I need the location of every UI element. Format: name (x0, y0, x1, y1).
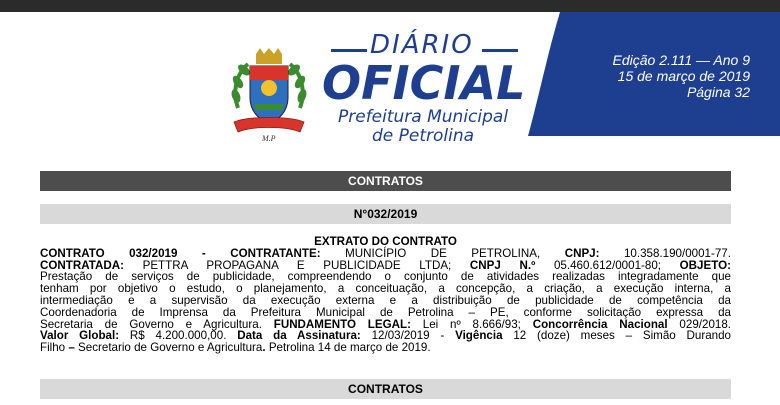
extract-line: Secretaria de Governo e Agricultura. FUNDAMENTO LEGAL: Lei nº 8.666/93; Concorrência Nacional 029/2018. (40, 317, 732, 331)
extract-line: Filho – Secretario de Governo e Agricultura. Petrolina 14 de março de 2019. (40, 341, 431, 355)
extract-body (40, 248, 731, 354)
extract-title: EXTRATO DO CONTRATO (314, 235, 457, 248)
page-number: Página 32 (686, 84, 750, 100)
section-header-contratos-next: CONTRATOS (40, 379, 731, 399)
crest-initials: M.P (262, 134, 276, 143)
edition-info (613, 52, 751, 100)
petrolina-crest-icon (228, 48, 310, 144)
section-header-contratos: CONTRATOS (40, 171, 731, 191)
diario-rule-left (331, 49, 367, 52)
header-banner (0, 12, 780, 146)
contract-number-bar: N°032/2019 (40, 204, 731, 224)
top-dark-strip (0, 0, 780, 12)
oficial-title: OFICIAL (322, 56, 526, 110)
prefeitura-line-2: de Petrolina (372, 126, 475, 146)
extract-line: Valor Global: R$ 4.200.000,00. Data da Assinatura: 12/03/2019 - Vigência 12 (doze) meses – Simão Durando (40, 329, 731, 343)
edition-date: 15 de março de 2019 (617, 68, 750, 84)
extract-line: intermediação e a supervisão da execução externa e a distribuição de publicidade de competência da (40, 293, 731, 307)
diario-rule-right (482, 49, 518, 52)
prefeitura-line-1: Prefeitura Municipal (338, 107, 509, 127)
extract-line: CONTRATADA: PETTRA PROPAGANA E PUBLICIDADE LTDA; CNPJ N.º 05.460.612/0001-80; OBJETO: (40, 258, 731, 272)
extract-line: tenham por objetivo o estudo, o planejamento, a conceituação, a concepção, a criação, a execução interna, a (40, 282, 731, 296)
edition-number: Edição 2.111 — Ano 9 (612, 52, 750, 68)
contract-extract (40, 236, 731, 354)
extract-line: Coordenadoria de Imprensa da Prefeitura Municipal de Petrolina – PE, conforme solicitação expressa da (40, 305, 731, 319)
extract-line: CONTRATO 032/2019 - CONTRATANTE: MUNICÍPIO DE PETROLINA, CNPJ: 10.358.190/0001-77. (40, 246, 731, 260)
extract-line: Prestação de serviços de publicidade, compreendendo o conjunto de atividades realizadas integradamente que (40, 270, 731, 284)
diario-title: DIÁRIO (370, 30, 474, 60)
